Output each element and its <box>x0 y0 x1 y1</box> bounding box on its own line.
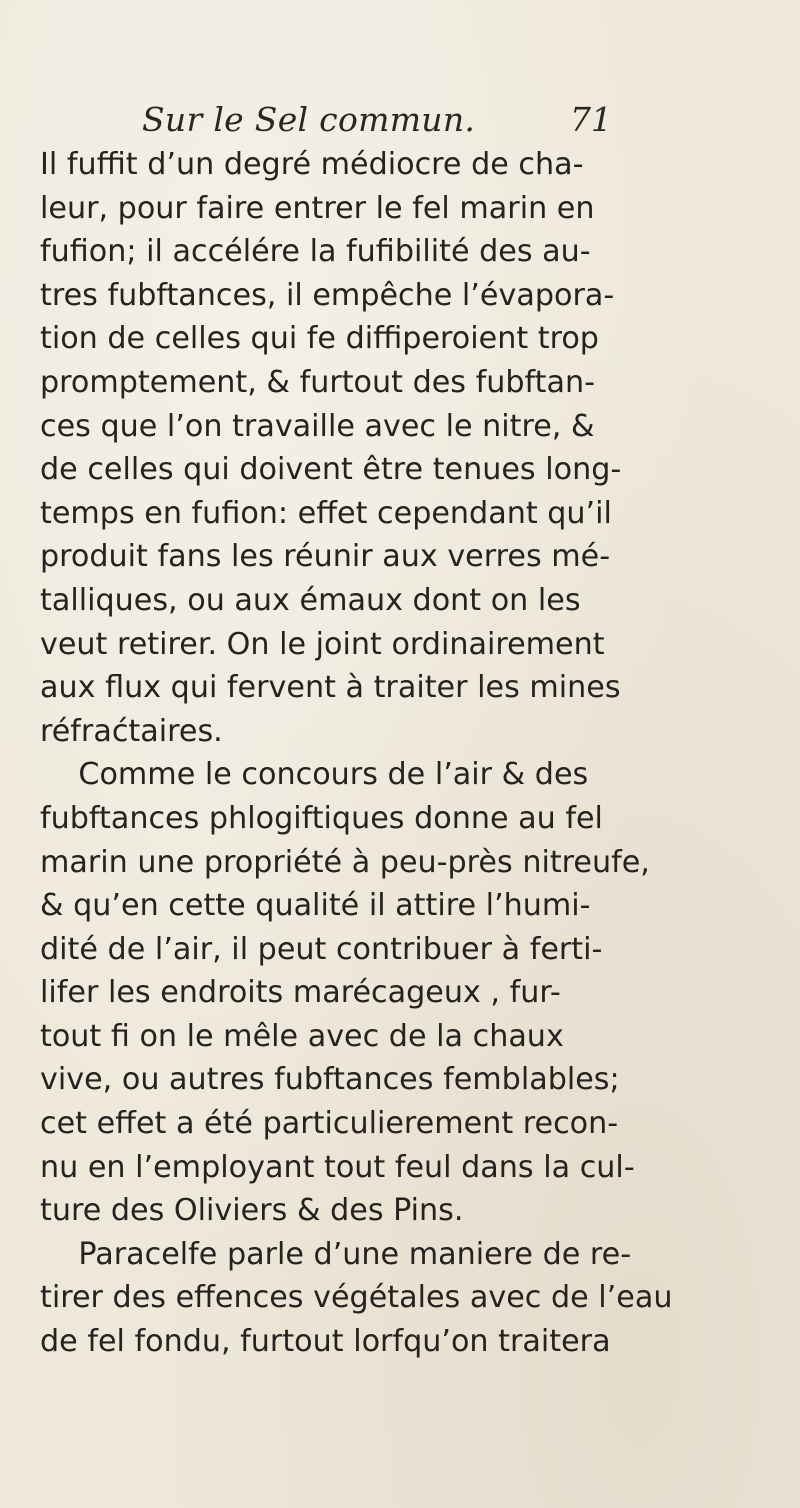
text-line: marin une propriété à peu-près nitreufe, <box>40 844 650 880</box>
text-line: Paracelfe parle d’une maniere de re- <box>40 1236 632 1272</box>
text-line: promptement, & furtout des fubftan- <box>40 364 595 400</box>
text-line: lifer les endroits marécageux , fur- <box>40 975 561 1011</box>
text-line: dité de l’air, il peut contribuer à ferti- <box>40 931 603 967</box>
text-line: de fel fondu, furtout lorfqu’on traitera <box>40 1324 611 1360</box>
text-line: réfraćtaires. <box>40 713 223 749</box>
running-title: Sur le Sel commun. <box>142 100 476 139</box>
text-line: Comme le concours de l’air & des <box>40 757 589 793</box>
text-line: & qu’en cette qualité il attire l’humi- <box>40 888 591 924</box>
text-line: ces que l’on travaille avec le nitre, & <box>40 408 595 444</box>
page-header <box>142 100 612 146</box>
text-line: aux flux qui fervent à traiter les mines <box>40 670 621 706</box>
text-line: tout fi on le mêle avec de la chaux <box>40 1018 564 1054</box>
text-line: tirer des effences végétales avec de l’eau <box>40 1280 673 1316</box>
text-line: ture des Oliviers & des Pins. <box>40 1193 464 1229</box>
body-text <box>40 143 800 1364</box>
text-line: temps en fufion: effet cependant qu’il <box>40 495 612 531</box>
text-line: tres fubftances, il empêche l’évapora- <box>40 277 615 313</box>
text-line: produit fans les réunir aux verres mé- <box>40 539 611 575</box>
text-line: cet effet a été particulierement recon- <box>40 1106 619 1142</box>
text-line: talliques, ou aux émaux dont on les <box>40 582 581 618</box>
text-line: de celles qui doivent être tenues long- <box>40 452 622 488</box>
text-line: fufion; il accélére la fufibilité des au- <box>40 234 591 270</box>
text-line: veut retirer. On le joint ordinairement <box>40 626 605 662</box>
page-number: 71 <box>570 100 612 139</box>
text-line: tion de celles qui fe diffiperoient trop <box>40 321 599 357</box>
text-line: Il fuffit d’un degré médiocre de cha- <box>40 147 584 182</box>
text-line: leur, pour faire entrer le fel marin en <box>40 190 595 226</box>
text-line: fubftances phlogiftiques donne au fel <box>40 800 603 836</box>
text-line: vive, ou autres fubftances femblables; <box>40 1062 620 1098</box>
text-line: nu en l’employant tout feul dans la cul- <box>40 1149 635 1185</box>
